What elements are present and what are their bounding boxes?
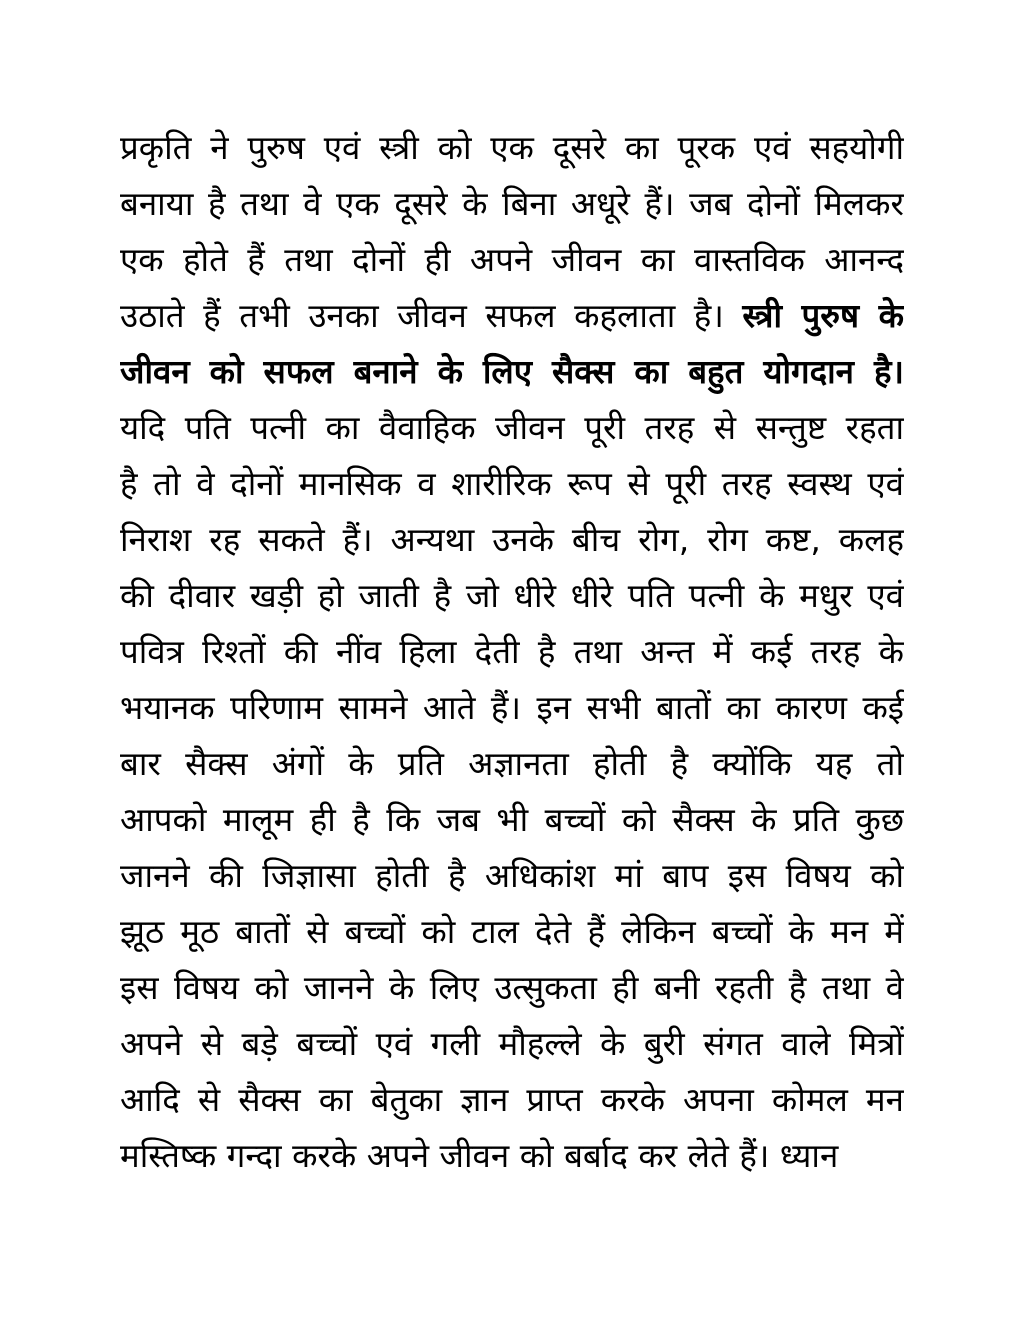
text-line: अपने से बड़े बच्चों एवं गली मौहल्ले के बुरी संगत वाले मित्रों [120, 1024, 904, 1063]
text-line: पवित्र रिश्तों की नींव हिला देती है तथा अन्त में कई तरह के [120, 632, 904, 671]
text-line: भयानक परिणाम सामने आते हैं। इन सभी बातों का कारण कई [120, 688, 904, 727]
text-line-mixed [120, 288, 904, 344]
text-line: यदि पति पत्नी का वैवाहिक जीवन पूरी तरह से सन्तुष्ट रहता [120, 408, 904, 447]
text-line: निराश रह सकते हैं। अन्यथा उनके बीच रोग, रोग कष्ट, कलह [120, 520, 904, 559]
text-line: बनाया है तथा वे एक दूसरे के बिना अधूरे हैं। जब दोनों मिलकर [120, 184, 904, 223]
text-line: है तो वे दोनों मानसिक व शारीरिक रूप से पूरी तरह स्वस्थ एवं [120, 464, 904, 503]
document-page [120, 120, 904, 1184]
text-line: बार सैक्स अंगों के प्रति अज्ञानता होती है क्योंकि यह तो [120, 744, 904, 783]
bold-text-line: जीवन को सफल बनाने के लिए सैक्स का बहुत योगदान है। [120, 352, 904, 391]
text-line: प्रकृति ने पुरुष एवं स्त्री को एक दूसरे का पूरक एवं सहयोगी [120, 128, 904, 167]
bold-text-segment: स्त्री पुरुष के [742, 296, 904, 335]
text-line: जानने की जिज्ञासा होती है अधिकांश मां बाप इस विषय को [120, 856, 904, 895]
text-segment: उठाते हैं तभी उनका जीवन सफल कहलाता है। [120, 296, 724, 335]
text-line: आदि से सैक्स का बेतुका ज्ञान प्राप्त करके अपना कोमल मन [120, 1080, 904, 1119]
text-line: की दीवार खड़ी हो जाती है जो धीरे धीरे पति पत्नी के मधुर एवं [120, 576, 904, 615]
text-line: एक होते हैं तथा दोनों ही अपने जीवन का वास्तविक आनन्द [120, 240, 904, 279]
text-line: इस विषय को जानने के लिए उत्सुकता ही बनी रहती है तथा वे [120, 968, 904, 1007]
text-line: आपको मालूम ही है कि जब भी बच्चों को सैक्स के प्रति कुछ [120, 800, 904, 839]
text-line: मस्तिष्क गन्दा करके अपने जीवन को बर्बाद कर लेते हैं। ध्यान [120, 1136, 839, 1175]
text-line: झूठ मूठ बातों से बच्चों को टाल देते हैं लेकिन बच्चों के मन में [120, 912, 904, 951]
